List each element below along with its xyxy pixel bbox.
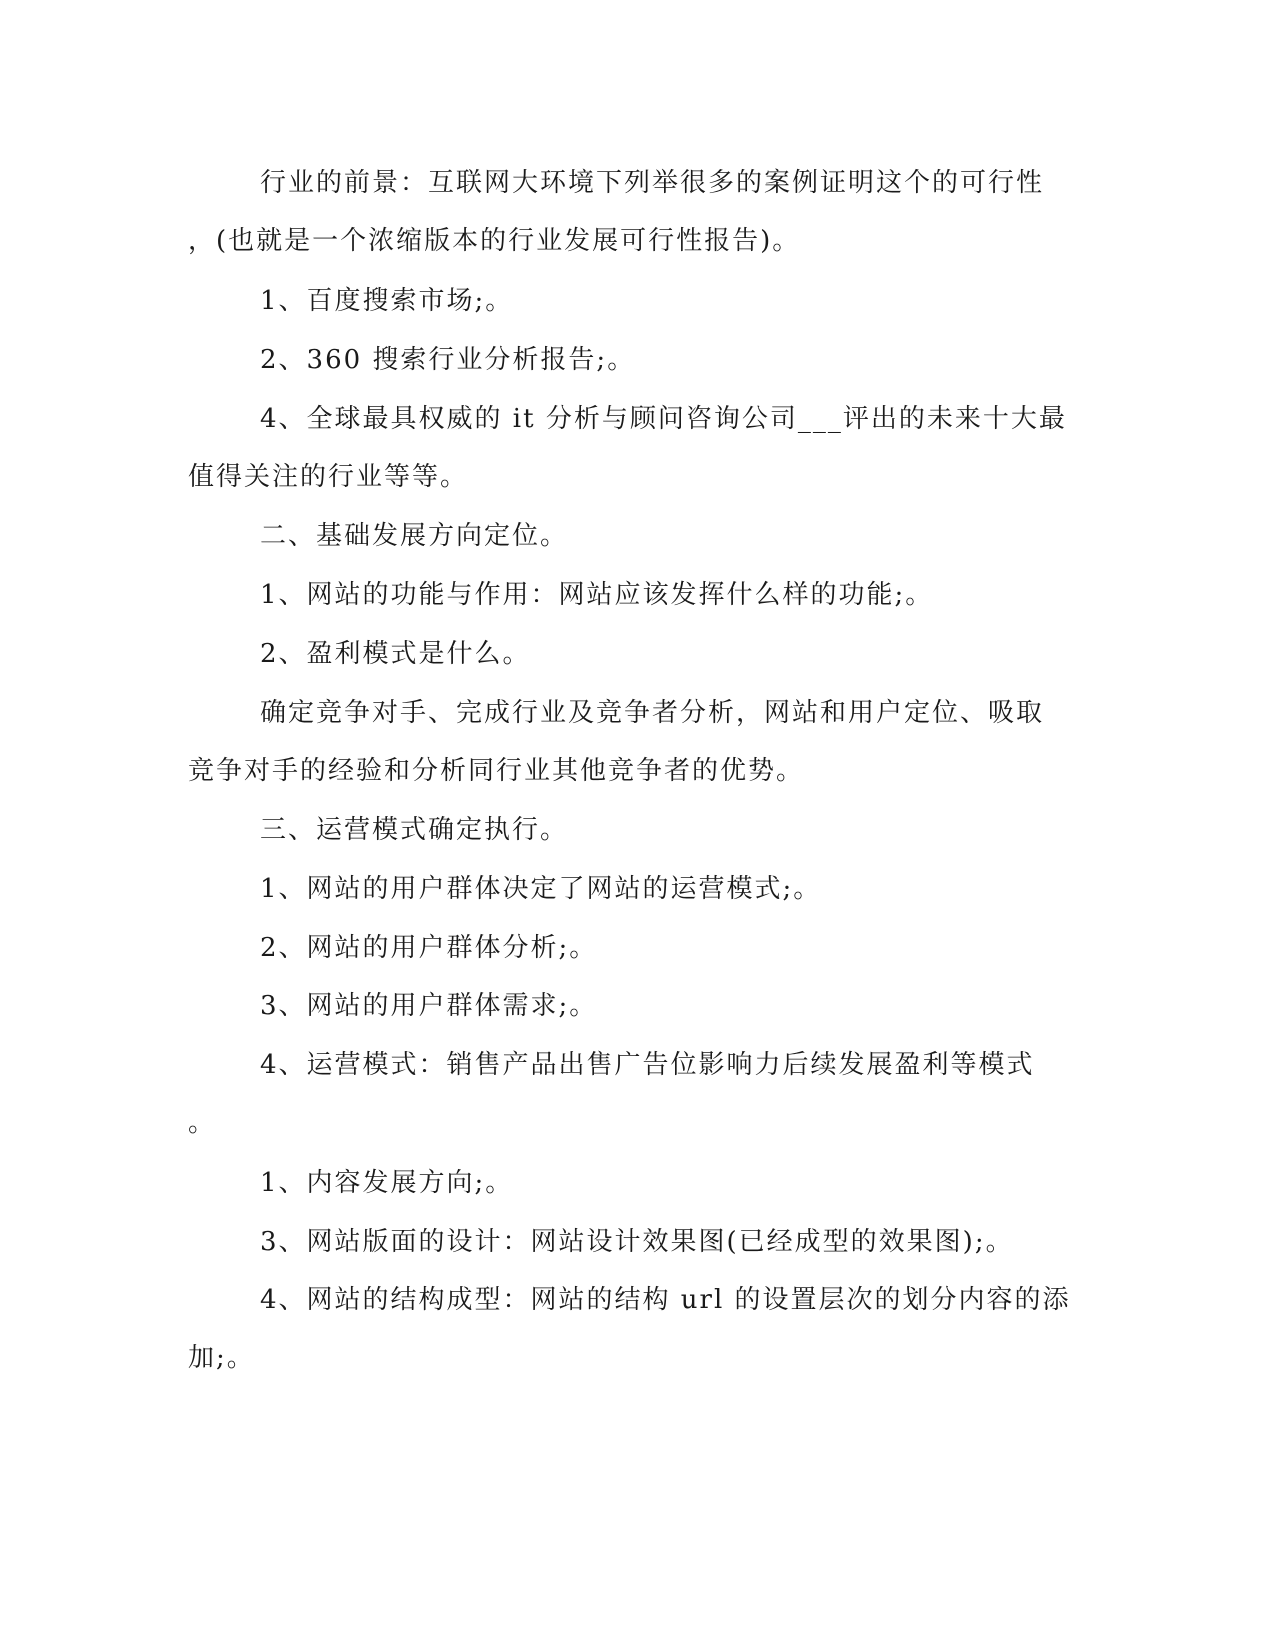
text-line: 4、运营模式：销售产品出售广告位影响力后续发展盈利等模式 (260, 1050, 1035, 1080)
text-line: 4、网站的结构成型：网站的结构 url 的设置层次的划分内容的添 (260, 1285, 1071, 1315)
text-line: 二、基础发展方向定位。 (260, 521, 569, 551)
text-line: 竞争对手的经验和分析同行业其他竞争者的优势。 (188, 756, 805, 786)
text-line: 确定竞争对手、完成行业及竞争者分析，网站和用户定位、吸取 (260, 698, 1045, 728)
text-line: 1、百度搜索市场;。 (260, 286, 514, 316)
text-line: 4、全球最具权威的 it 分析与顾问咨询公司___评出的未来十大最 (260, 404, 1067, 434)
text-line: 2、360 搜索行业分析报告;。 (260, 345, 636, 375)
text-line: 加;。 (188, 1343, 255, 1373)
text-line: 2、盈利模式是什么。 (260, 639, 531, 669)
text-line: 2、网站的用户群体分析;。 (260, 933, 598, 963)
text-line: 值得关注的行业等等。 (188, 462, 469, 492)
text-line: 1、网站的用户群体决定了网站的运营模式;。 (260, 874, 822, 904)
text-line: 行业的前景：互联网大环境下列举很多的案例证明这个的可行性 (260, 168, 1045, 198)
text-line: 3、网站的用户群体需求;。 (260, 991, 598, 1021)
text-line: 1、内容发展方向;。 (260, 1168, 514, 1198)
text-line: ，(也就是一个浓缩版本的行业发展可行性报告)。 (188, 226, 801, 256)
text-line: 三、运营模式确定执行。 (260, 815, 569, 845)
text-line: 。 (188, 1108, 217, 1138)
text-line: 1、网站的功能与作用：网站应该发挥什么样的功能;。 (260, 580, 934, 610)
text-line: 3、网站版面的设计：网站设计效果图(已经成型的效果图);。 (260, 1227, 1014, 1257)
